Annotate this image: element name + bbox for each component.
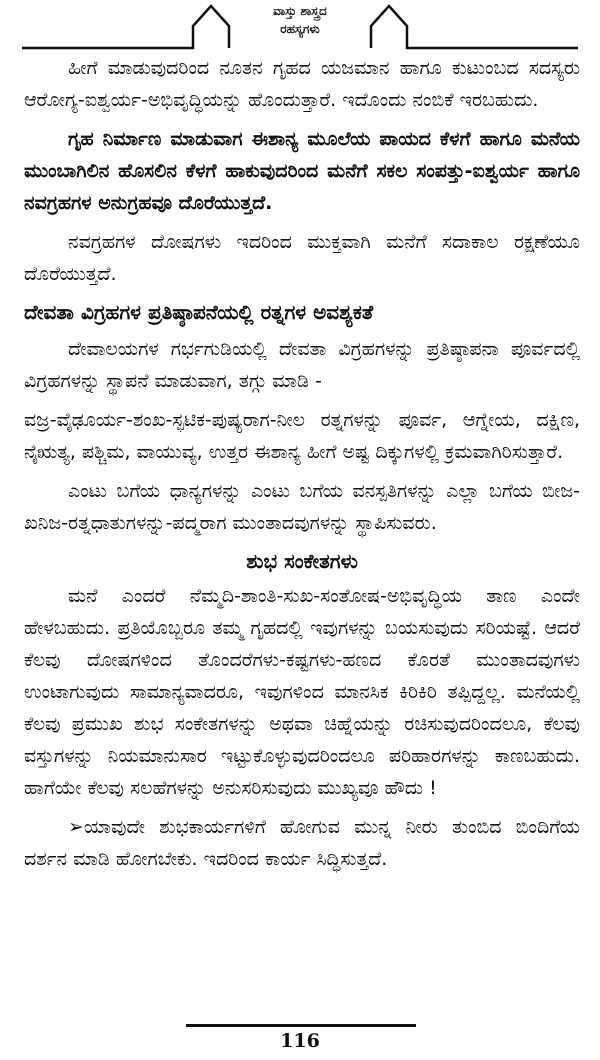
section-heading-gems: ದೇವತಾ ವಿಗ್ರಹಗಳ ಪ್ರತಿಷ್ಠಾಪನೆಯಲ್ಲಿ ರತ್ನಗಳ ಅವಶ್ಯಕತೆ <box>24 300 374 324</box>
paragraph-5: ವಜ್ರ-ವೈಢೂರ್ಯ-ಶಂಖ-ಸ್ಫಟಿಕ-ಪುಷ್ಯರಾಗ-ನೀಲ ರತ್ನಗಳನ್ನು ಪೂರ್ವ, ಆಗ್ನೇಯ, ದಕ್ಷಿಣ, ನೈಋತ್ಯ, ಪಶ್ಚಿಮ, ವಾಯುವ್ಯ, ಉತ್ತರ ಈಶಾನ್ಯ ಹೀಗೆ ಅಷ್ಟ ದಿಕ್ಕುಗಳಲ್ಲಿ ಕ್ರಮವಾಗಿರಿಸುತ್ತಾರೆ. <box>24 409 580 463</box>
paragraph-2: ಗೃಹ ನಿರ್ಮಾಣ ಮಾಡುವಾಗ ಈಶಾನ್ಯ ಮೂಲೆಯ ಪಾಯದ ಕೆಳಗೆ ಹಾಗೂ ಮನೆಯ ಮುಂಬಾಗಿಲಿನ ಹೊಸಲಿನ ಕೆಳಗೆ ಹಾಕುವುದರಿಂದ ಮನೆಗೆ ಸಕಲ ಸಂಪತ್ತು-ಐಶ್ವರ್ಯ ಹಾಗೂ ನವಗ್ರಹಗಳ ಅನುಗ್ರಹವೂ ದೊರೆಯುತ್ತದೆ. <box>24 128 580 214</box>
paragraph-4: ದೇವಾಲಯಗಳ ಗರ್ಭಗುಡಿಯಲ್ಲಿ ದೇವತಾ ವಿಗ್ರಹಗಳನ್ನು ಪ್ರತಿಷ್ಠಾಪನಾ ಪೂರ್ವದಲ್ಲಿ ವಿಗ್ರಹಗಳನ್ನು ಸ್ಥಾಪನೆ ಮಾಡುವಾಗ, ತಗ್ಗು ಮಾಡಿ - <box>24 338 580 392</box>
paragraph-6: ಎಂಟು ಬಗೆಯ ಧಾನ್ಯಗಳನ್ನು ಎಂಟು ಬಗೆಯ ವನಸ್ಪತಿಗಳನ್ನು ಎಲ್ಲಾ ಬಗೆಯ ಬೀಜ-ಖನಿಜ-ರತ್ನಧಾತುಗಳನ್ನು-ಪದ್ಮರಾಗ ಮುಂತಾದವುಗಳನ್ನು ಸ್ಥಾಪಿಸುವರು. <box>24 480 580 534</box>
paragraph-8: ➢ಯಾವುದೇ ಶುಭಕಾರ್ಯಗಳಿಗೆ ಹೋಗುವ ಮುನ್ನ ನೀರು ತುಂಬಿದ ಬಿಂದಿಗೆಯ ದರ್ಶನ ಮಾಡಿ ಹೋಗಬೇಕು. ಇದರಿಂದ ಕಾರ್ಯ ಸಿದ್ಧಿಸುತ್ತದೆ. <box>24 816 580 870</box>
section-heading-auspicious: ಶುಭ ಸಂಕೇತಗಳು <box>246 549 358 573</box>
paragraph-3: ನವಗ್ರಹಗಳ ದೋಷಗಳು ಇದರಿಂದ ಮುಕ್ತವಾಗಿ ಮನೆಗೆ ಸದಾಕಾಲ ರಕ್ಷಣೆಯೂ ದೊರೆಯುತ್ತದೆ. <box>24 231 580 285</box>
page-body <box>24 52 580 882</box>
header-title-line2: ರಹಸ್ಯಗಳು <box>280 22 320 36</box>
page-number: 116 <box>280 1030 320 1052</box>
footer-divider <box>186 1024 416 1027</box>
header-title-line1: ವಾಸ್ತು ಶಾಸ್ತ್ರದ <box>273 4 327 18</box>
paragraph-1: ಹೀಗೆ ಮಾಡುವುದರಿಂದ ನೂತನ ಗೃಹದ ಯಜಮಾನ ಹಾಗೂ ಕುಟುಂಬದ ಸದಸ್ಯರು ಆರೋಗ್ಯ-ಐಶ್ವರ್ಯ-ಅಭಿವೃದ್ಧಿಯನ್ನು ಹೊಂದುತ್ತಾರೆ. ಇದೊಂದು ನಂಬಿಕೆ ಇರಬಹುದು. <box>24 57 580 111</box>
page-header <box>0 0 600 60</box>
paragraph-7: ಮನೆ ಎಂದರೆ ನೆಮ್ಮದಿ-ಶಾಂತಿ-ಸುಖ-ಸಂತೋಷ-ಅಭಿವೃದ್ಧಿಯ ತಾಣ ಎಂದೇ ಹೇಳಬಹುದು. ಪ್ರತಿಯೊಬ್ಬರೂ ತಮ್ಮ ಗೃಹದಲ್ಲಿ ಇವುಗಳನ್ನು ಬಯಸುವುದು ಸರಿಯಷ್ಟೆ. ಆದರೆ ಕೆಲವು ದೋಷಗಳಿಂದ ತೊಂದರೆಗಳು-ಕಷ್ಟಗಳು-ಹಣದ ಕೊರತೆ ಮುಂತಾದವುಗಳು ಉಂಟಾಗುವುದು ಸಾಮಾನ್ಯವಾದರೂ, ಇವುಗಳಿಂದ ಮಾನಸಿಕ ಕಿರಿಕಿರಿ ತಪ್ಪಿದ್ದಲ್ಲ. ಮನೆಯಲ್ಲಿ ಕೆಲವು ಪ್ರಮುಖ ಶುಭ ಸಂಕೇತಗಳನ್ನು ಅಥವಾ ಚಿಹ್ನೆಯನ್ನು ರಚಿಸುವುದರಿಂದಲೂ, ಕೆಲವು ವಸ್ತುಗಳನ್ನು ನಿಯಮಾನುಸಾರ ಇಟ್ಟುಕೊಳ್ಳುವುದರಿಂದಲೂ ಪರಿಹಾರಗಳನ್ನು ಕಾಣಬಹುದು. ಹಾಗೆಯೇ ಕೆಲವು ಸಲಹೆಗಳನ್ನು ಅನುಸರಿಸುವುದು ಮುಖ್ಯವೂ ಹೌದು ! <box>24 585 580 799</box>
